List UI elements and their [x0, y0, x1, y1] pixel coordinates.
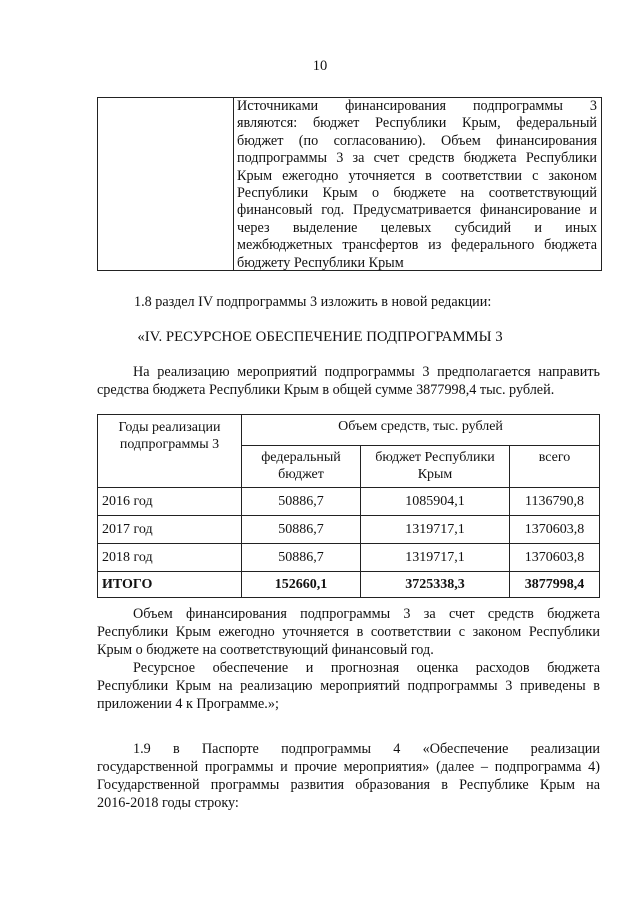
- row-federal: 50886,7: [242, 516, 361, 544]
- para-1-9-line-1: 1.9 в Паспорте подпрограммы 4 «Обеспечение реализации: [133, 741, 600, 757]
- intro-line-1: На реализацию мероприятий подпрограммы 3 предполагается направить: [133, 364, 600, 380]
- para-1-9-line-3: Государственной программы развития образования в Республике Крым на: [97, 777, 600, 793]
- paragraph-1-8: 1.8 раздел IV подпрограммы 3 изложить в новой редакции:: [134, 294, 492, 310]
- table-row: [98, 544, 600, 572]
- row-year: 2018 год: [98, 544, 242, 572]
- row-republic: 1319717,1: [361, 516, 510, 544]
- volume-line-1: Объем финансирования подпрограммы 3 за счет средств бюджета: [133, 606, 600, 622]
- financing-line: межбюджетных трансфертов из федерального бюджета: [237, 237, 597, 254]
- row-year: 2017 год: [98, 516, 242, 544]
- header-total: всего: [510, 446, 600, 488]
- financing-line: являются: бюджет Республики Крым, федеральный: [237, 115, 597, 132]
- intro-line-2: средства бюджета Республики Крым в общей сумме 3877998,4 тыс. рублей.: [97, 382, 555, 398]
- financing-line: Источниками финансирования подпрограммы 3: [237, 98, 597, 114]
- financing-sources-cell: [234, 98, 601, 270]
- volume-line-3: Крым о бюджете на соответствующий финансовый год.: [97, 642, 434, 658]
- row-federal: 50886,7: [242, 544, 361, 572]
- resource-line-3: приложении 4 к Программе.»;: [97, 696, 279, 712]
- row-year: 2016 год: [98, 488, 242, 516]
- header-volume: Объем средств, тыс. рублей: [242, 415, 600, 446]
- row-republic: 1085904,1: [361, 488, 510, 516]
- financing-sources-empty-cell: [98, 98, 234, 270]
- page-number: 10: [312, 58, 328, 74]
- resource-line-1: Ресурсное обеспечение и прогнозная оценка расходов бюджета: [133, 660, 600, 676]
- table-row: [98, 488, 600, 516]
- financing-line: Республики Крым о бюджете на соответствующий: [237, 185, 597, 202]
- financing-sources-table: [97, 97, 602, 271]
- table-row: [98, 516, 600, 544]
- volume-line-2: Республики Крым ежегодно уточняется в соответствии с законом Республики: [97, 624, 600, 640]
- header-years: Годы реализации подпрограммы 3: [98, 415, 242, 488]
- budget-table: [97, 414, 600, 598]
- total-republic: 3725338,3: [361, 572, 510, 598]
- row-republic: 1319717,1: [361, 544, 510, 572]
- financing-line: подпрограммы 3 за счет средств бюджета Республики: [237, 150, 597, 167]
- financing-line: бюджет (по согласованию). Объем финансирования: [237, 132, 597, 149]
- row-federal: 50886,7: [242, 488, 361, 516]
- financing-line: бюджету Республики Крым: [237, 254, 404, 271]
- financing-line: Крым ежегодно уточняется в соответствии с законом: [237, 167, 597, 184]
- resource-line-2: Республики Крым на реализацию мероприятий подпрограммы 3 приведены в: [97, 678, 600, 694]
- row-total: 1370603,8: [510, 544, 600, 572]
- row-total: 1136790,8: [510, 488, 600, 516]
- total-federal: 152660,1: [242, 572, 361, 598]
- financing-line: через выделение целевых субсидий и иных: [237, 219, 597, 236]
- para-1-9-line-4: 2016-2018 годы строку:: [97, 795, 239, 811]
- para-1-9-line-2: государственной программы и прочие мероприятия» (далее – подпрограмма 4): [97, 759, 600, 775]
- header-republic: бюджет Республики Крым: [361, 446, 510, 488]
- total-label: ИТОГО: [98, 572, 242, 598]
- section-heading: «IV. РЕСУРСНОЕ ОБЕСПЕЧЕНИЕ ПОДПРОГРАММЫ 3: [137, 329, 503, 345]
- total-row: [98, 572, 600, 598]
- header-federal: федеральный бюджет: [242, 446, 361, 488]
- total-total: 3877998,4: [510, 572, 600, 598]
- row-total: 1370603,8: [510, 516, 600, 544]
- financing-line: финансовый год. Предусматривается финансирование и: [237, 202, 597, 219]
